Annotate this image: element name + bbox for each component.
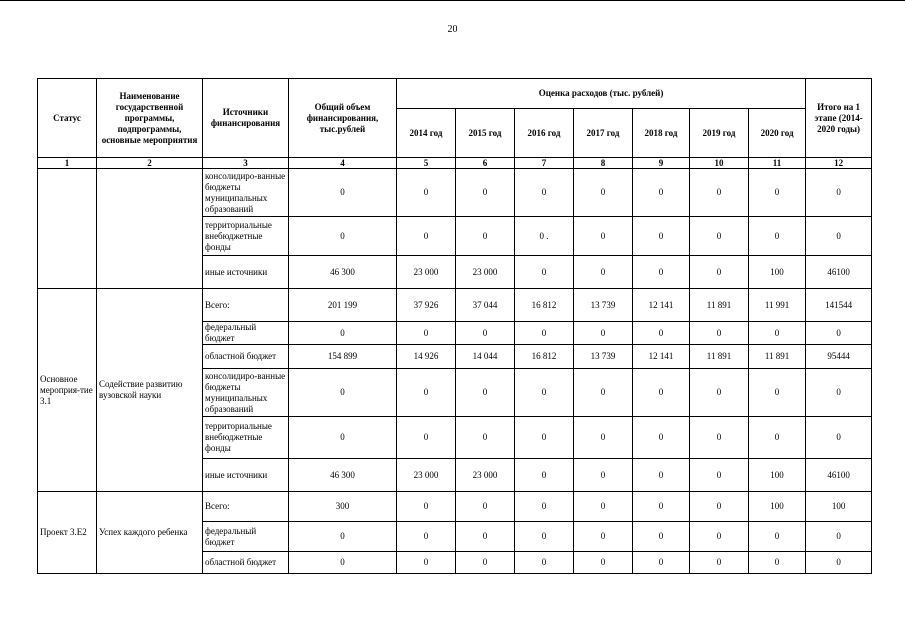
value-cell: 37 044 — [456, 289, 515, 322]
value-cell: 0 — [456, 417, 515, 459]
value-cell: 46 300 — [289, 459, 397, 492]
column-number: 11 — [749, 158, 806, 169]
value-cell: 0 — [633, 522, 690, 552]
value-cell: 154 899 — [289, 345, 397, 369]
value-cell: 0 — [289, 169, 397, 217]
value-cell: 100 — [749, 256, 806, 289]
header-year: 2015 год — [456, 109, 515, 158]
header-year: 2018 год — [633, 109, 690, 158]
value-cell: 0 — [515, 492, 574, 522]
value-cell: 0 — [749, 369, 806, 417]
value-cell: 0 — [806, 217, 872, 256]
header-year: 2019 год — [690, 109, 749, 158]
value-cell: 0 — [456, 169, 515, 217]
value-cell: 11 991 — [749, 289, 806, 322]
value-cell: 201 199 — [289, 289, 397, 322]
header-year: 2017 год — [574, 109, 633, 158]
value-cell: 0 — [633, 217, 690, 256]
value-cell: 141544 — [806, 289, 872, 322]
status-cell — [38, 169, 97, 289]
value-cell: 0 — [289, 552, 397, 574]
value-cell: 0 — [515, 369, 574, 417]
program-name-cell — [97, 169, 203, 289]
value-cell: 0 — [633, 492, 690, 522]
value-cell: 0 — [289, 217, 397, 256]
value-cell: 0 — [397, 522, 456, 552]
value-cell: 0 — [289, 322, 397, 345]
value-cell: 0 — [289, 522, 397, 552]
funding-source-cell: консолидиро-ванные бюджеты муниципальных образований — [203, 369, 289, 417]
value-cell: 0 — [289, 369, 397, 417]
value-cell: 0 — [633, 256, 690, 289]
value-cell: 0 — [456, 369, 515, 417]
value-cell: 0 — [397, 552, 456, 574]
value-cell: 0 — [690, 417, 749, 459]
value-cell: 23 000 — [456, 459, 515, 492]
value-cell: 23 000 — [397, 459, 456, 492]
funding-source-cell: Всего: — [203, 492, 289, 522]
value-cell: 0 — [574, 459, 633, 492]
value-cell: 0 — [749, 522, 806, 552]
value-cell: 0 — [515, 169, 574, 217]
column-number: 2 — [97, 158, 203, 169]
value-cell: 0 — [574, 522, 633, 552]
value-cell: 0 — [749, 552, 806, 574]
value-cell: 0 — [515, 417, 574, 459]
header-estimate: Оценка расходов (тыс. рублей) — [397, 79, 806, 109]
funding-source-cell: областной бюджет — [203, 552, 289, 574]
value-cell: 12 141 — [633, 289, 690, 322]
value-cell: 100 — [749, 459, 806, 492]
value-cell: 0 — [749, 217, 806, 256]
value-cell: 0 — [456, 322, 515, 345]
value-cell: 0 — [515, 522, 574, 552]
value-cell: 46100 — [806, 256, 872, 289]
value-cell: 0 — [806, 552, 872, 574]
value-cell: 37 926 — [397, 289, 456, 322]
funding-source-cell: территориальные внебюджетные фонды — [203, 417, 289, 459]
value-cell: 0 — [456, 492, 515, 522]
value-cell: 23 000 — [397, 256, 456, 289]
value-cell: 12 141 — [633, 345, 690, 369]
value-cell: 0 — [397, 369, 456, 417]
funding-source-cell: Всего: — [203, 289, 289, 322]
value-cell: 0 — [633, 417, 690, 459]
value-cell: 16 812 — [515, 345, 574, 369]
value-cell: 0 — [574, 492, 633, 522]
value-cell: 0 — [515, 459, 574, 492]
status-cell: Проект 3.Е2 — [38, 492, 97, 574]
column-number: 7 — [515, 158, 574, 169]
value-cell: 0 — [397, 322, 456, 345]
value-cell: 0 — [690, 492, 749, 522]
header-name: Наименование государственной программы, подпрограммы, основные мероприятия — [97, 79, 203, 158]
value-cell: 0 — [574, 256, 633, 289]
value-cell: 0 — [690, 322, 749, 345]
column-number: 8 — [574, 158, 633, 169]
value-cell: 300 — [289, 492, 397, 522]
value-cell: 0 — [633, 322, 690, 345]
value-cell: 0 — [690, 256, 749, 289]
header-year: 2020 год — [749, 109, 806, 158]
value-cell: 0 — [397, 217, 456, 256]
funding-source-cell: территориальные внебюджетные фонды — [203, 217, 289, 256]
value-cell: 0 — [574, 217, 633, 256]
value-cell: 0 — [690, 169, 749, 217]
value-cell: 95444 — [806, 345, 872, 369]
value-cell: 0 — [397, 169, 456, 217]
value-cell: 0 — [690, 217, 749, 256]
status-cell: Основное мероприя-тие 3.1 — [38, 289, 97, 492]
value-cell: 0 — [574, 169, 633, 217]
value-cell: 100 — [806, 492, 872, 522]
value-cell: 11 891 — [690, 289, 749, 322]
value-cell: 100 — [749, 492, 806, 522]
value-cell: 46 300 — [289, 256, 397, 289]
value-cell: 0 — [749, 169, 806, 217]
column-number: 6 — [456, 158, 515, 169]
value-cell: 0 — [633, 552, 690, 574]
value-cell: 0 — [690, 522, 749, 552]
value-cell: 0 — [574, 322, 633, 345]
funding-source-cell: консолидиро-ванные бюджеты муниципальных образований — [203, 169, 289, 217]
header-year: 2014 год — [397, 109, 456, 158]
funding-source-cell: областной бюджет — [203, 345, 289, 369]
value-cell: 0 — [397, 417, 456, 459]
value-cell: 0 — [456, 552, 515, 574]
header-itogo: Итого на 1 этапе (2014-2020 годы) — [806, 79, 872, 158]
value-cell: 16 812 — [515, 289, 574, 322]
value-cell: 0 — [690, 369, 749, 417]
value-cell: 0 — [397, 492, 456, 522]
column-number: 5 — [397, 158, 456, 169]
header-status: Статус — [38, 79, 97, 158]
column-number: 10 — [690, 158, 749, 169]
value-cell: 11 891 — [749, 345, 806, 369]
funding-source-cell: иные источники — [203, 256, 289, 289]
value-cell: 0 — [574, 369, 633, 417]
value-cell: 0 — [749, 417, 806, 459]
page-top-edge — [0, 0, 905, 1]
column-number: 3 — [203, 158, 289, 169]
funding-source-cell: федеральный бюджет — [203, 322, 289, 345]
value-cell: 0 — [574, 552, 633, 574]
column-number: 9 — [633, 158, 690, 169]
column-number: 1 — [38, 158, 97, 169]
value-cell: 0 — [806, 169, 872, 217]
table-row — [38, 289, 872, 322]
value-cell: 13 739 — [574, 289, 633, 322]
value-cell: 14 926 — [397, 345, 456, 369]
value-cell: 14 044 — [456, 345, 515, 369]
header-year: 2016 год — [515, 109, 574, 158]
header-total-funding: Общий объем финансирования, тыс.рублей — [289, 79, 397, 158]
value-cell: 0 — [456, 217, 515, 256]
value-cell: 0 — [749, 322, 806, 345]
budget-table — [37, 78, 872, 574]
value-cell: 0 — [806, 522, 872, 552]
value-cell: 0 — [289, 417, 397, 459]
value-cell: 0 — [456, 522, 515, 552]
program-name-cell: Содействие развитию вузовской науки — [97, 289, 203, 492]
funding-source-cell: федеральный бюджет — [203, 522, 289, 552]
column-number: 4 — [289, 158, 397, 169]
table-row — [38, 169, 872, 217]
value-cell: 0 — [515, 322, 574, 345]
value-cell: 0 . — [515, 217, 574, 256]
value-cell: 46100 — [806, 459, 872, 492]
value-cell: 0 — [633, 369, 690, 417]
value-cell: 0 — [633, 169, 690, 217]
value-cell: 0 — [806, 369, 872, 417]
column-number: 12 — [806, 158, 872, 169]
value-cell: 0 — [515, 256, 574, 289]
value-cell: 0 — [806, 322, 872, 345]
value-cell: 0 — [574, 417, 633, 459]
value-cell: 0 — [515, 552, 574, 574]
header-sources: Источники финансирования — [203, 79, 289, 158]
value-cell: 0 — [806, 417, 872, 459]
page-number: 20 — [447, 24, 458, 35]
value-cell: 0 — [690, 552, 749, 574]
value-cell: 0 — [633, 459, 690, 492]
table-row — [38, 492, 872, 522]
value-cell: 0 — [690, 459, 749, 492]
value-cell: 11 891 — [690, 345, 749, 369]
program-name-cell: Успех каждого ребенка — [97, 492, 203, 574]
funding-source-cell: иные источники — [203, 459, 289, 492]
value-cell: 13 739 — [574, 345, 633, 369]
value-cell: 23 000 — [456, 256, 515, 289]
